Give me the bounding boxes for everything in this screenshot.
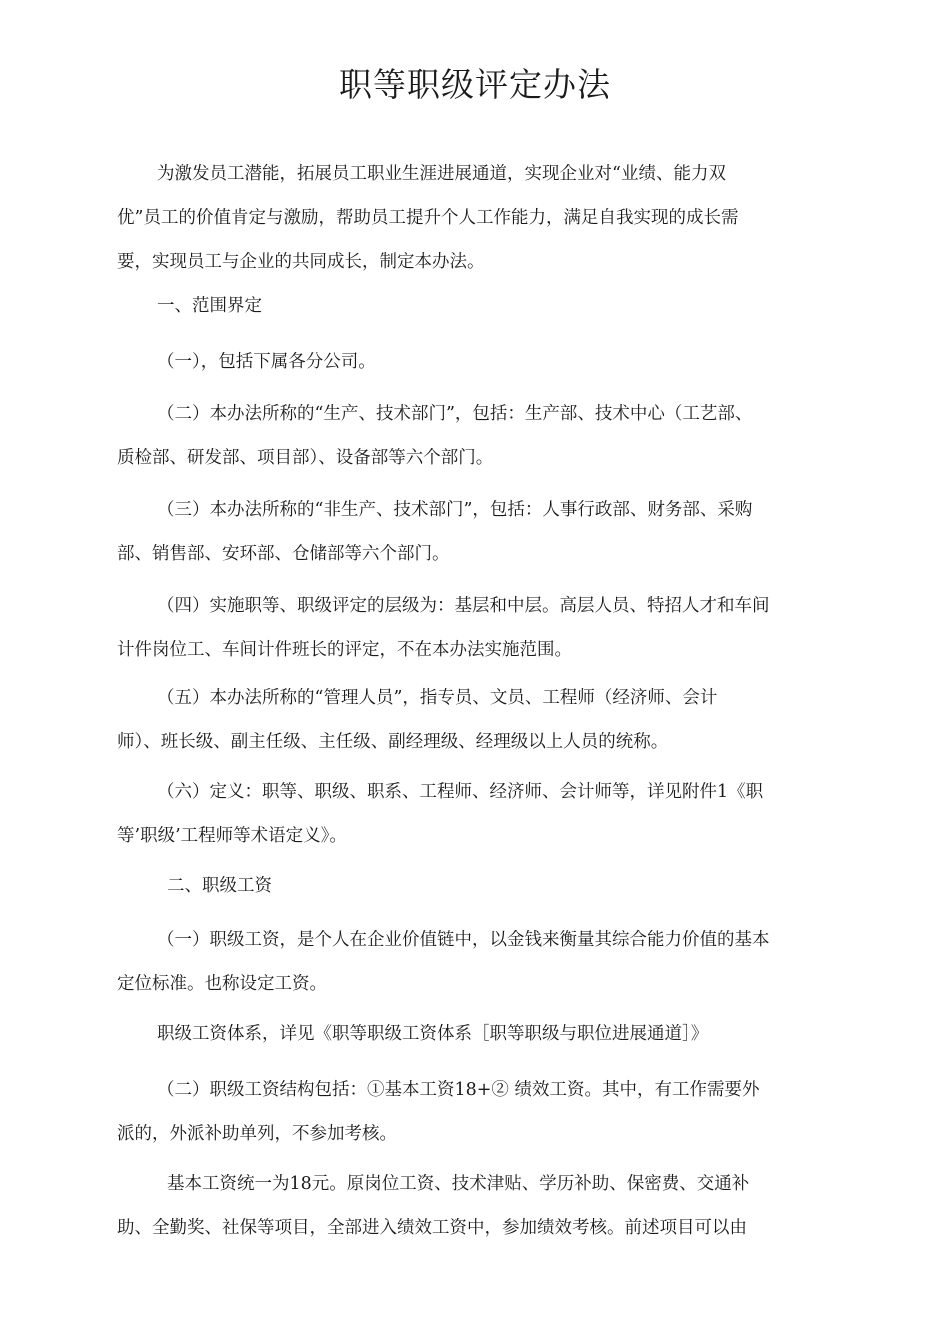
intro-line-1: 为激发员工潜能，拓展员工职业生涯进展通道，实现企业对“业绩、能力双: [157, 164, 726, 184]
section2-heading: 二、职级工资: [167, 876, 272, 896]
section1-item-6: （六）定义：职等、职级、职系、工程师、经济师、会计师等，详见附件1《职 等’职级’工程师等术语定义》。: [117, 782, 764, 846]
intro-paragraph: [117, 152, 833, 284]
section2-item-4: 基本工资统一为18元。原岗位工资、技术津贴、学历补助、保密费、交通补 助、全勤奖、社保等项目，全部进入绩效工资中，参加绩效考核。前述项目可以由: [117, 1174, 750, 1238]
intro-line-2: 优”员工的价值肯定与激励，帮助员工提升个人工作能力，满足自我实现的成长需: [117, 208, 739, 228]
section2-item-2: 职级工资体系，详见《职等职级工资体系［职等职级与职位进展通道］》: [157, 1024, 709, 1044]
intro-line-3: 要，实现员工与企业的共同成长，制定本办法。: [117, 252, 485, 272]
section2-item-3: （二）职级工资结构包括：①基本工资18+② 绩效工资。其中，有工作需要外 派的，外派补助单列，不参加考核。: [117, 1080, 760, 1144]
section1-item-2: （二）本办法所称的“生产、技术部门”，包括：生产部、技术中心（工艺部、 质检部、研发部、项目部）、设备部等六个部门。: [117, 404, 753, 468]
section1-item-1: （一），包括下属各分公司。: [157, 352, 376, 372]
section1-heading: 一、范围界定: [157, 296, 262, 316]
section1-item-5: （五）本办法所称的“管理人员”，指专员、文员、工程师（经济师、会计 师）、班长级、副主任级、主任级、副经理级、经理级以上人员的统称。: [117, 688, 718, 752]
section1-item-4: （四）实施职等、职级评定的层级为：基层和中层。高层人员、特招人才和车间 计件岗位工、车间计件班长的评定，不在本办法实施范围。: [117, 596, 770, 660]
section1-item-3: （三）本办法所称的“非生产、技术部门”，包括：人事行政部、财务部、采购 部、销售部、安环部、仓储部等六个部门。: [117, 500, 753, 564]
document-title: 职等职级评定办法: [339, 65, 611, 104]
section2-item-1: （一）职级工资，是个人在企业价值链中，以金钱来衡量其综合能力价值的基本 定位标准。也称设定工资。: [117, 930, 770, 994]
